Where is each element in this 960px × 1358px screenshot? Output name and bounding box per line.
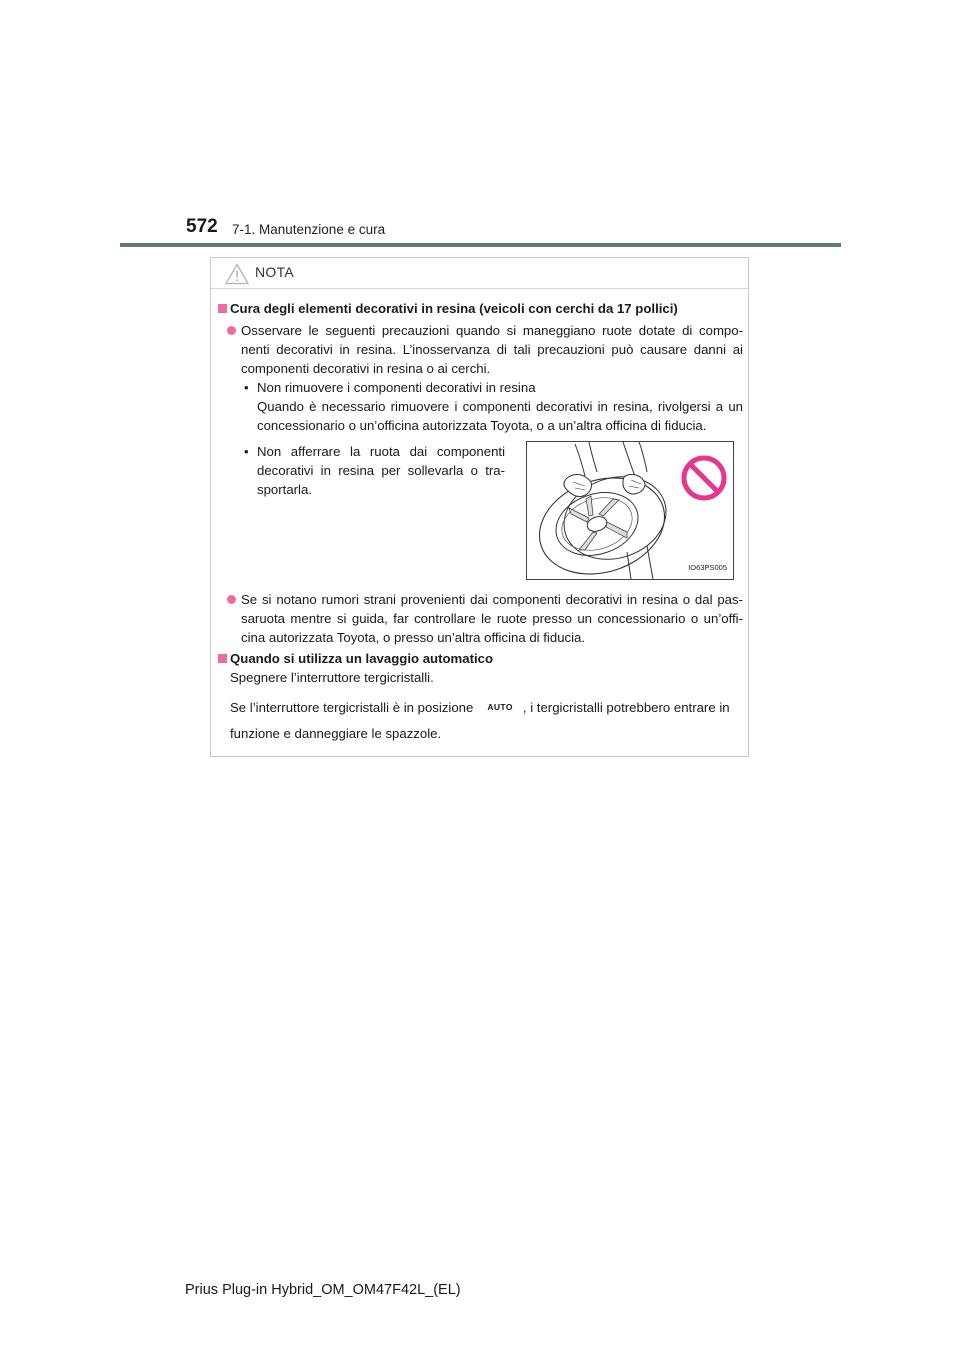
square-bullet-icon — [218, 304, 227, 313]
section-title: 7-1. Manutenzione e cura — [232, 222, 386, 237]
sub-item-no-remove-text: Quando è necessario rimuovere i componenti decorativi in resina, rivolgersi a un concessionario o un’officina autorizzata Toyota, o a un’altra officina di fiducia. — [257, 399, 743, 433]
footer-document-code: Prius Plug-in Hybrid_OM_OM47F42L_(EL) — [185, 1282, 461, 1298]
sub-item-no-grab-text: Non afferrare la ruota dai componenti decorativi in resina per sollevarla o tra- sportarla. — [257, 444, 505, 497]
auto-position-icon: AUTO — [487, 702, 513, 712]
warning-triangle-icon — [225, 263, 249, 285]
dot-bullet-icon — [227, 595, 236, 604]
car-wash-line2-before: Se l’interruttore tergicristalli è in posizione — [230, 700, 474, 715]
nota-box — [210, 257, 749, 757]
bullet-strange-noise: Se si notano rumori strani provenienti dai componenti decorativi in resina o dal pas- saruota mentre si guida, far controllare le ruote presso un concessionario o un’offi- cina autorizzata Toyota, o presso un’altra officina di fiducia. — [241, 592, 743, 645]
sub-item-no-remove-title: Non rimuovere i componenti decorativi in resina — [257, 380, 536, 395]
prohibition-icon — [684, 458, 724, 498]
car-wash-line2-after: , i tergicristalli potrebbero entrare in — [522, 700, 730, 715]
section-heading-resin: Cura degli elementi decorativi in resina (veicoli con cerchi da 17 pollici) — [230, 301, 678, 316]
car-wash-line3: funzione e danneggiare le spazzole. — [230, 726, 442, 741]
car-wash-line1: Spegnere l’interruttore tergicristalli. — [230, 670, 434, 685]
sub-bullet-marker: • — [244, 380, 249, 395]
car-wash-line2 — [230, 698, 745, 717]
square-bullet-icon — [218, 654, 227, 663]
nota-header — [211, 258, 748, 289]
header-rule — [120, 243, 841, 247]
page-number: 572 — [186, 216, 218, 237]
figure-code: IO63PS005 — [688, 563, 727, 572]
sub-bullet-marker: • — [244, 444, 249, 459]
bullet-precautions: Osservare le seguenti precauzioni quando si maneggiano ruote dotate di compo- nenti decorativi in resina. L’inosservanza di tali precauzioni può causare danni ai componenti decorativi in resina o ai cerchi. — [241, 323, 743, 376]
section-heading-car-wash: Quando si utilizza un lavaggio automatico — [230, 651, 494, 666]
tire-illustration — [526, 441, 734, 580]
nota-label: NOTA — [255, 264, 295, 280]
dot-bullet-icon — [227, 326, 236, 335]
